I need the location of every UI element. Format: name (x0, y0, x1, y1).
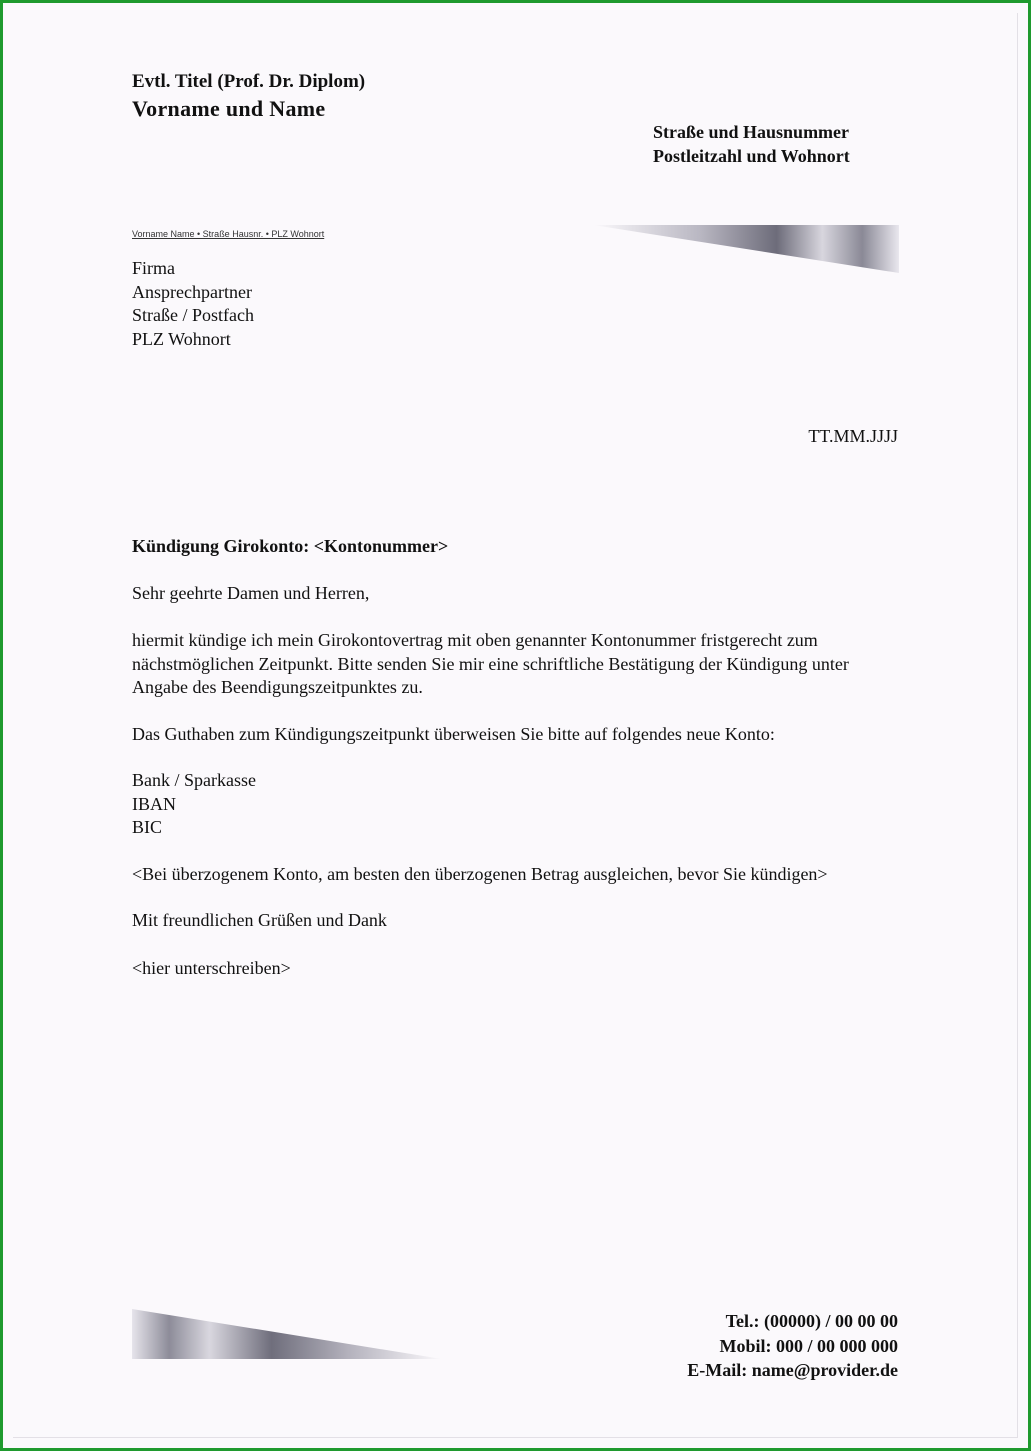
recipient-line: Straße / Postfach (132, 305, 254, 325)
footer-email: E-Mail: name@provider.de (687, 1360, 898, 1380)
sender-name: Vorname und Name (132, 96, 326, 121)
recipient-line: Firma (132, 258, 175, 278)
sender-title-line: Evtl. Titel (Prof. Dr. Diplom) (132, 71, 366, 92)
closing: Mit freundlichen Grüßen und Dank (132, 910, 387, 930)
sender-street: Straße und Hausnummer (653, 122, 850, 142)
letter-date: TT.MM.JJJJ (808, 426, 898, 446)
bank-line: Bank / Sparkasse (132, 770, 256, 790)
letter-subject: Kündigung Girokonto: <Kontonummer> (132, 536, 449, 556)
signature-placeholder: <hier unterschreiben> (132, 958, 291, 978)
bank-line: BIC (132, 817, 163, 837)
bank-details (132, 769, 892, 840)
recipient-line: Ansprechpartner (132, 281, 252, 302)
salutation: Sehr geehrte Damen und Herren, (132, 583, 370, 603)
bank-line: IBAN (132, 793, 176, 814)
recipient-address (132, 257, 254, 351)
decorative-wedge-bottom (132, 1309, 442, 1361)
sender-city: Postleitzahl und Wohnort (653, 146, 850, 166)
recipient-line: PLZ Wohnort (132, 328, 231, 349)
footer-phone: Tel.: (00000) / 00 00 00 (725, 1311, 898, 1331)
overdraft-note: <Bei überzogenem Konto, am besten den überzogenen Betrag ausgleichen, bevor Sie kündigen> (132, 864, 828, 884)
body-paragraph-2: Das Guthaben zum Kündigungszeitpunkt überweisen Sie bitte auf folgendes neue Konto: (132, 724, 775, 744)
body-paragraph-1: hiermit kündige ich mein Girokontovertrag mit oben genannter Kontonummer fristgerecht zum nächstmöglichen Zeitpunkt. Bitte senden Sie mir eine schriftliche Bestätigung der Kündigung unter Angabe des Beendigungszeitpunktes zu. (132, 630, 849, 697)
return-address-line: Vorname Name • Straße Hausnr. • PLZ Wohnort (132, 229, 325, 239)
decorative-wedge-top (593, 223, 899, 273)
footer-mobile: Mobil: 000 / 00 000 000 (719, 1336, 898, 1356)
